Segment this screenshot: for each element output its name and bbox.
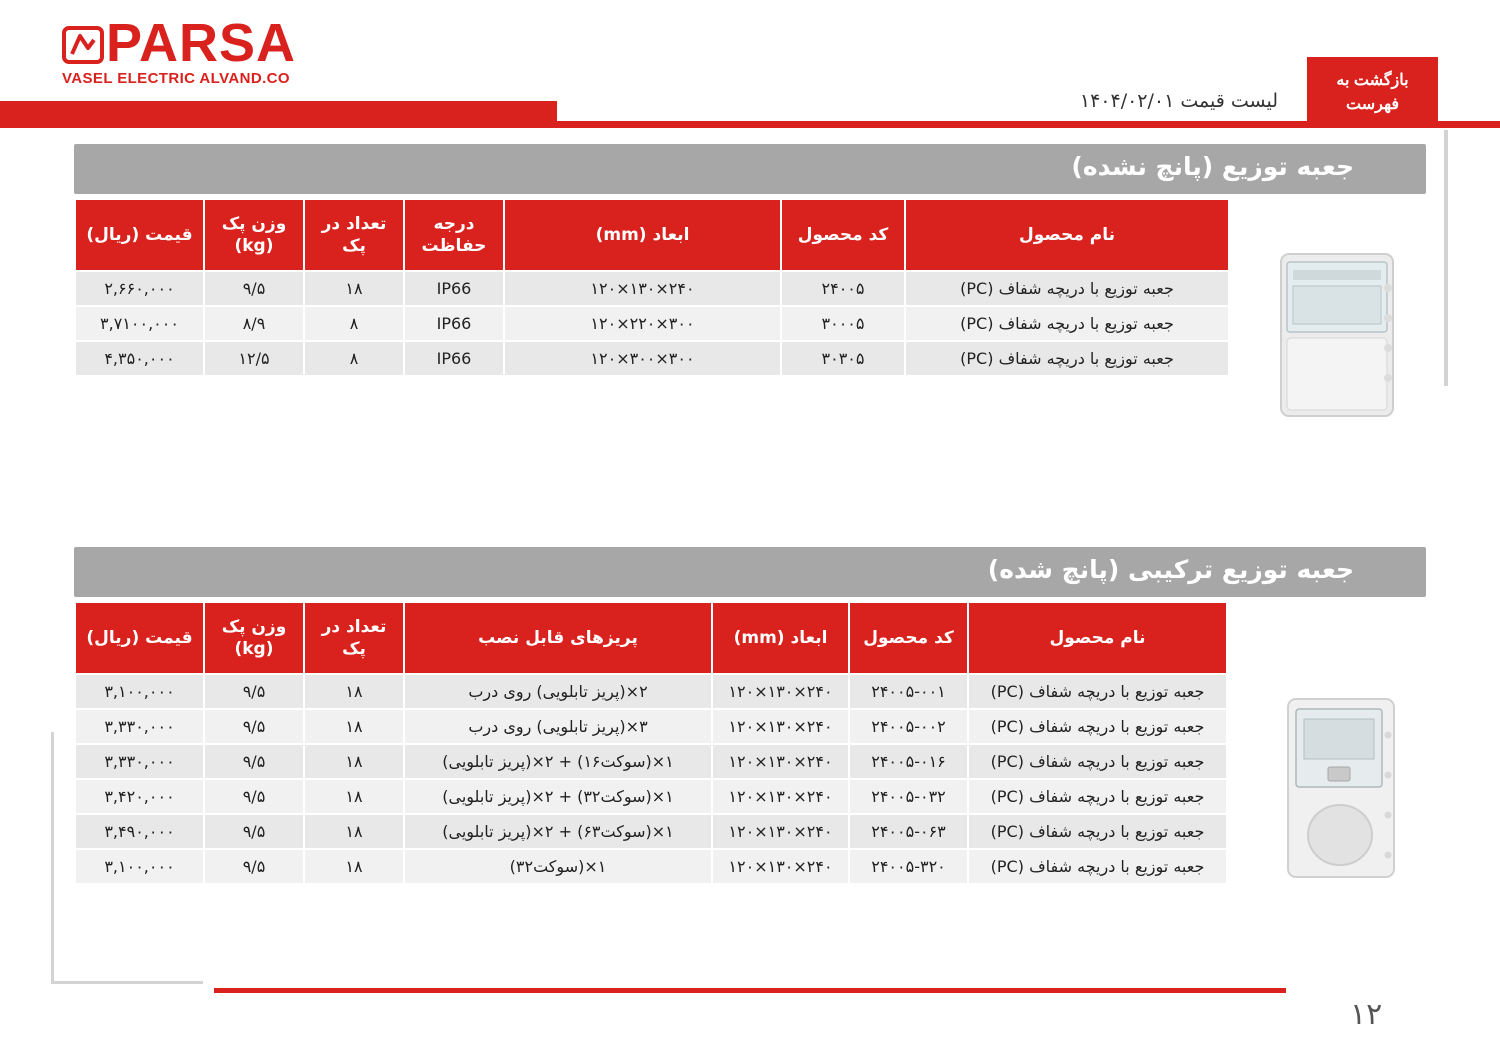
pack-count: ۱۸	[305, 850, 403, 883]
col-header: درجه حفاظت	[405, 200, 503, 270]
pack-weight: ۹/۵	[205, 745, 303, 778]
product-code: ۳۰۰۰۵	[782, 307, 904, 340]
price: ۴,۳۵۰,۰۰۰	[76, 342, 203, 375]
product-name: جعبه توزیع با دریچه شفاف (PC)	[906, 342, 1228, 375]
pack-count: ۱۸	[305, 272, 403, 305]
col-header: پریزهای قابل نصب	[405, 603, 711, 673]
brand-logo	[62, 13, 312, 88]
product-code: ۲۴۰۰۵-۳۲۰	[850, 850, 967, 883]
table-row	[76, 780, 1226, 813]
pack-count: ۱۸	[305, 815, 403, 848]
section1-table	[74, 198, 1230, 377]
col-header: قیمت (ریال)	[76, 603, 203, 673]
parsa-logo-icon	[62, 26, 104, 64]
product-code: ۲۴۰۰۵-۰۳۲	[850, 780, 967, 813]
protection-rating: IP66	[405, 307, 503, 340]
decorative-frame-vertical	[51, 732, 54, 984]
back-to-index-button[interactable]	[1307, 57, 1438, 121]
dimensions: ۲۴۰×۱۳۰×۱۲۰	[713, 710, 848, 743]
header-red-bar	[0, 101, 557, 128]
product-name: جعبه توزیع با دریچه شفاف (PC)	[969, 745, 1226, 778]
back-label-line1: بازگشت به	[1336, 71, 1409, 89]
table-row	[76, 675, 1226, 708]
col-header: ابعاد (mm)	[713, 603, 848, 673]
installable-sockets: ۱×(سوکت۶۳) + ۲×(پریز تابلویی)	[405, 815, 711, 848]
product-code: ۲۴۰۰۵-۰۰۱	[850, 675, 967, 708]
pack-weight: ۹/۵	[205, 710, 303, 743]
pack-weight: ۹/۵	[205, 780, 303, 813]
price: ۳,۴۲۰,۰۰۰	[76, 780, 203, 813]
dimensions: ۲۴۰×۱۳۰×۱۲۰	[713, 780, 848, 813]
distribution-box-image	[1275, 248, 1400, 420]
pack-count: ۸	[305, 307, 403, 340]
header-red-line	[557, 121, 1500, 128]
table-row	[76, 342, 1228, 375]
col-header: قیمت (ریال)	[76, 200, 203, 270]
product-name: جعبه توزیع با دریچه شفاف (PC)	[969, 780, 1226, 813]
col-header: تعداد در پک	[305, 603, 403, 673]
section2-header	[74, 547, 1426, 597]
installable-sockets: ۳×(پریز تابلویی) روی درب	[405, 710, 711, 743]
col-header: کد محصول	[850, 603, 967, 673]
footer-red-line	[214, 988, 1286, 993]
product-code: ۲۴۰۰۵-۰۰۲	[850, 710, 967, 743]
installable-sockets: ۱×(سوکت۱۶) + ۲×(پریز تابلویی)	[405, 745, 711, 778]
col-header: وزن پک (kg)	[205, 200, 303, 270]
installable-sockets: ۲×(پریز تابلویی) روی درب	[405, 675, 711, 708]
product-code: ۲۴۰۰۵-۰۱۶	[850, 745, 967, 778]
pack-count: ۱۸	[305, 710, 403, 743]
pack-count: ۱۸	[305, 780, 403, 813]
decorative-gray-line	[1444, 130, 1448, 386]
brand-name: PARSA	[106, 13, 297, 73]
pack-weight: ۱۲/۵	[205, 342, 303, 375]
section2-table	[74, 601, 1228, 885]
section1-title: جعبه توزیع (پانچ نشده)	[1071, 152, 1354, 181]
table-row	[76, 850, 1226, 883]
table-header-row	[76, 200, 1228, 270]
pack-count: ۱۸	[305, 745, 403, 778]
installable-sockets: ۱×(سوکت۳۲)	[405, 850, 711, 883]
dimensions: ۲۴۰×۱۳۰×۱۲۰	[713, 850, 848, 883]
pack-weight: ۹/۵	[205, 815, 303, 848]
section1-header	[74, 144, 1426, 194]
price: ۳,۷۱۰۰,۰۰۰	[76, 307, 203, 340]
decorative-frame-horizontal	[51, 981, 203, 984]
section2-title: جعبه توزیع ترکیبی (پانچ شده)	[987, 555, 1354, 584]
col-header: نام محصول	[906, 200, 1228, 270]
product-code: ۲۴۰۰۵	[782, 272, 904, 305]
pack-count: ۸	[305, 342, 403, 375]
page-number: ۱۲	[1350, 997, 1383, 1032]
product-name: جعبه توزیع با دریچه شفاف (PC)	[906, 307, 1228, 340]
pack-weight: ۹/۵	[205, 850, 303, 883]
col-header: وزن پک (kg)	[205, 603, 303, 673]
table-row	[76, 710, 1226, 743]
product-name: جعبه توزیع با دریچه شفاف (PC)	[906, 272, 1228, 305]
price: ۳,۳۳۰,۰۰۰	[76, 710, 203, 743]
back-label-line2: فهرست	[1346, 95, 1399, 113]
table-header-row	[76, 603, 1226, 673]
dimensions: ۲۴۰×۱۳۰×۱۲۰	[505, 272, 780, 305]
pack-weight: ۹/۵	[205, 272, 303, 305]
pack-weight: ۹/۵	[205, 675, 303, 708]
product-name: جعبه توزیع با دریچه شفاف (PC)	[969, 675, 1226, 708]
price: ۳,۴۹۰,۰۰۰	[76, 815, 203, 848]
dimensions: ۲۴۰×۱۳۰×۱۲۰	[713, 675, 848, 708]
dimensions: ۲۴۰×۱۳۰×۱۲۰	[713, 745, 848, 778]
table-row	[76, 745, 1226, 778]
table-row	[76, 815, 1226, 848]
table-row	[76, 272, 1228, 305]
installable-sockets: ۱×(سوکت۳۲) + ۲×(پریز تابلویی)	[405, 780, 711, 813]
price: ۳,۱۰۰,۰۰۰	[76, 850, 203, 883]
col-header: ابعاد (mm)	[505, 200, 780, 270]
combined-box-image	[1282, 695, 1400, 881]
dimensions: ۲۴۰×۱۳۰×۱۲۰	[713, 815, 848, 848]
brand-subtitle: VASEL ELECTRIC ALVAND.CO	[62, 70, 290, 87]
col-header: کد محصول	[782, 200, 904, 270]
price: ۲,۶۶۰,۰۰۰	[76, 272, 203, 305]
product-code: ۲۴۰۰۵-۰۶۳	[850, 815, 967, 848]
product-name: جعبه توزیع با دریچه شفاف (PC)	[969, 815, 1226, 848]
dimensions: ۳۰۰×۳۰۰×۱۲۰	[505, 342, 780, 375]
protection-rating: IP66	[405, 342, 503, 375]
price: ۳,۱۰۰,۰۰۰	[76, 675, 203, 708]
col-header: تعداد در پک	[305, 200, 403, 270]
pack-weight: ۸/۹	[205, 307, 303, 340]
col-header: نام محصول	[969, 603, 1226, 673]
product-name: جعبه توزیع با دریچه شفاف (PC)	[969, 850, 1226, 883]
table-row	[76, 307, 1228, 340]
protection-rating: IP66	[405, 272, 503, 305]
pack-count: ۱۸	[305, 675, 403, 708]
price-list-date: لیست قیمت ۱۴۰۴/۰۲/۰۱	[1079, 90, 1278, 112]
price: ۳,۳۳۰,۰۰۰	[76, 745, 203, 778]
product-name: جعبه توزیع با دریچه شفاف (PC)	[969, 710, 1226, 743]
product-code: ۳۰۳۰۵	[782, 342, 904, 375]
dimensions: ۳۰۰×۲۲۰×۱۲۰	[505, 307, 780, 340]
